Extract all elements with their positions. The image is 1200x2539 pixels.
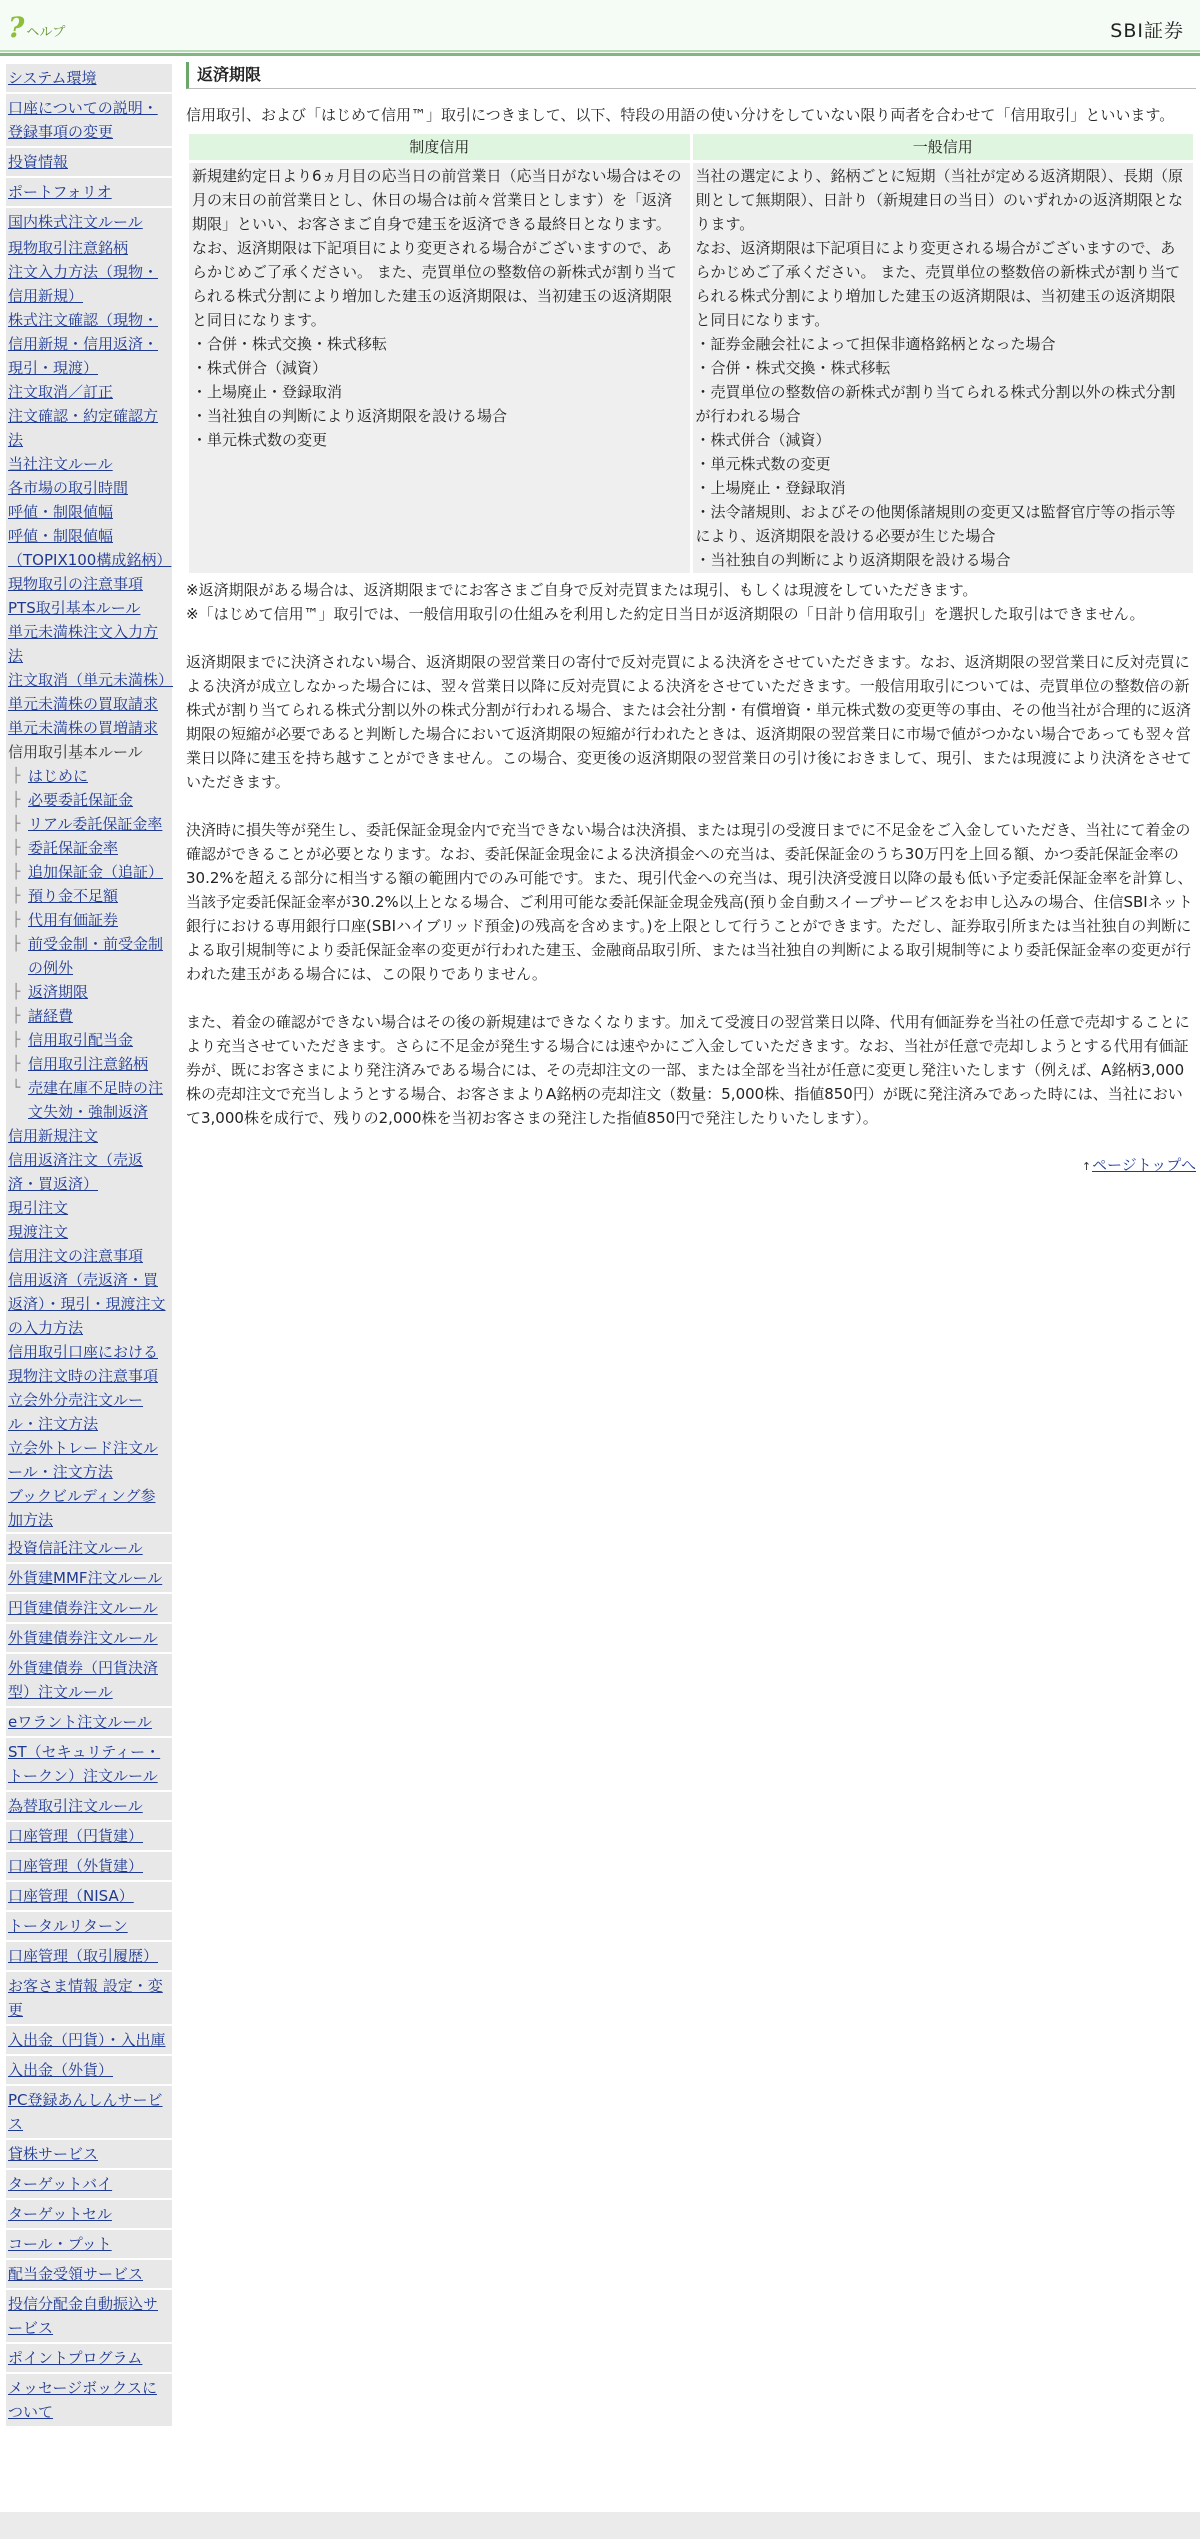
- sidebar-link[interactable]: 円貨建債券注文ルール: [8, 1599, 158, 1617]
- page-title: 返済期限: [186, 62, 1196, 89]
- sidebar-item: [6, 1220, 172, 1244]
- sidebar-subitem: [6, 884, 172, 908]
- sidebar-link[interactable]: 呼値・制限値幅: [8, 503, 114, 521]
- table-line: ・上場廃止・登録取消: [695, 479, 846, 497]
- sidebar-link[interactable]: 呼値・制限値幅（TOPIX100構成銘柄）: [8, 527, 172, 569]
- paragraph-settlement: 返済期限までに決済されない場合、返済期限の翌営業日の寄付で反対売買による決済をさせていただきます。なお、返済期限の翌営業日に反対売買による決済が成立しなかった場合には、翌々営業日以降に反対売買による決済をさせていただきます。一般信用取引については、売買単位の整数倍の新株式が割り当てられる株式分割以外の株式分割が行われる場合、または会社分割・有償増資・単元株式数の変更等の事由、その他当社が合理的に返済期限の短縮が必要であると判断した場合において返済期限の短縮が行われたときは、返済期限の翌営業日に市場で値がつかない場合であっても翌々営業日以降に建玉を持ち越すことができません。この場合、変更後の返済期限の翌営業日の引け後におきまして、現引、または現渡により決済をさせていただきます。: [186, 653, 1192, 791]
- table-line: ・証券金融会社によって担保非適格銘柄となった場合: [695, 335, 1056, 353]
- sidebar-item: [6, 596, 172, 620]
- sidebar-sublink[interactable]: はじめに: [28, 767, 89, 785]
- sidebar-subitem: [6, 980, 172, 1004]
- sidebar-link[interactable]: 投信分配金自動振込サービス: [8, 2295, 159, 2337]
- sidebar-link[interactable]: 為替取引注文ルール: [8, 1797, 143, 1815]
- sidebar-link[interactable]: 信用取引口座における現物注文時の注意事項: [8, 1343, 159, 1385]
- sidebar-link[interactable]: コール・プット: [8, 2235, 112, 2253]
- table-line: ・株式併合（減資）: [192, 359, 328, 377]
- tree-branch-icon: ├: [12, 1056, 21, 1072]
- table-line: ・当社独自の判断により返済期限を設ける場合: [192, 407, 508, 425]
- sidebar-nav: [6, 62, 172, 2426]
- page-top-link[interactable]: ページトップへ: [1092, 1156, 1196, 1174]
- sidebar-item: [6, 524, 172, 572]
- intro-text: 信用取引、および「はじめて信用™」取引につきまして、以下、特段の用語の使い分けをしていない限り両者を合わせて「信用取引」といいます。: [186, 106, 1175, 124]
- paragraph-deposit: また、着金の確認ができない場合はその後の新規建はできなくなります。加えて受渡日の翌営業日以降、代用有価証券を当社の任意で売却することにより充当させていただきます。さらに不足金が発生する場合には速やかにご入金していただきます。なお、当社が任意で売却しようとする代用有価証券が、既にお客さまにより発注済みである場合には、その売却注文の一部、または全部を当社が任意に変更し発注いたします（例えば、A銘柄3,000株の売却注文で充当しようとする場合、お客さまよりA銘柄の売却注文（数量：5,000株、指値850円）が既に発注済みであった時には、当社において3,000株を成行で、残りの2,000株を当初お客さまの発注した指値850円で発注したりいたします）。: [186, 1013, 1190, 1127]
- sidebar-sublink[interactable]: 必要委託保証金: [28, 791, 134, 809]
- sidebar-link[interactable]: ターゲットセル: [8, 2205, 112, 2223]
- sidebar-sublink[interactable]: 諸経費: [28, 1007, 74, 1025]
- sidebar-item: [6, 620, 172, 668]
- sidebar-link[interactable]: ポイントプログラム: [8, 2349, 143, 2367]
- sidebar-item: [6, 1532, 172, 1562]
- sidebar-item: [6, 1562, 172, 1592]
- table-line: 当社の選定により、銘柄ごとに短期（当社が定める返済期限）、長期（原則として無期限）、日計り（新規建日の当日）のいずれかの返済期限となります。: [695, 167, 1184, 233]
- table-line: ・当社独自の判断により返済期限を設ける場合: [695, 551, 1011, 569]
- sidebar-subitem: [6, 836, 172, 860]
- sidebar-item: [6, 2228, 172, 2258]
- help-logo: [8, 11, 66, 44]
- header-bar: [0, 0, 1200, 56]
- sidebar-item: [6, 1196, 172, 1220]
- table-line: ・株式併合（減資）: [695, 431, 831, 449]
- brand-logo: SBI証券: [1110, 20, 1184, 42]
- header-divider: [0, 50, 1200, 52]
- sidebar-link[interactable]: 口座管理（外貨建）: [8, 1857, 144, 1875]
- table-line: ・合併・株式交換・株式移転: [192, 335, 388, 353]
- table-header-ippan: 一般信用: [693, 134, 1194, 160]
- sidebar-item: [6, 452, 172, 476]
- sidebar-item: [6, 2258, 172, 2288]
- sidebar-subitem: [6, 1004, 172, 1028]
- sidebar-link[interactable]: 外貨建MMF注文ルール: [8, 1569, 163, 1587]
- sidebar-link[interactable]: ポートフォリオ: [8, 183, 112, 201]
- sidebar-item: [6, 572, 172, 596]
- sidebar-sublink[interactable]: 追加保証金（追証）: [28, 863, 164, 881]
- sidebar-link[interactable]: 口座管理（NISA）: [8, 1887, 134, 1905]
- sidebar-link[interactable]: 立会外トレード注文ルール・注文方法: [8, 1439, 159, 1481]
- table-line: ・合併・株式交換・株式移転: [695, 359, 891, 377]
- sidebar-item: [6, 176, 172, 206]
- sidebar-item: [6, 2198, 172, 2228]
- sidebar-link[interactable]: PC登録あんしんサービス: [8, 2091, 163, 2133]
- sidebar-link[interactable]: 投資情報: [8, 153, 69, 171]
- paragraph-loss: 決済時に損失等が発生し、委託保証金現金内で充当できない場合は決済損、または現引の受渡日までに不足金をご入金していただき、当社にて着金の確認ができることが必要となります。なお、委託保証金現金による決済損金への充当は、委託保証金のうち30万円を上回る額、かつ委託保証金率の30.2%を超える部分に相当する額の範囲内でのみ可能です。また、現引代金への充当は、現引決済受渡日以降の最も低い予定委託保証金率を計算し、当該予定委託保証金率が30.2%以上となる場合、ご利用可能な委託保証金現金残高(預り金自動スイープサービスをお申し込みの場合、住信SBIネット銀行における専用銀行口座(SBIハイブリッド預金)の残高を含めます。)を上限として行うことができます。ただし、証券取引所または当社独自の判断による取引規制等により委託保証金率の変更が行われた建玉、金融商品取引所、または当社独自の判断による取引規制等により委託保証金率の変更が行われた建玉がある場合には、この限りでありません。: [186, 821, 1193, 983]
- sidebar-subitem: [6, 1076, 172, 1124]
- tree-branch-icon: ├: [12, 792, 21, 808]
- sidebar-link[interactable]: 外貨建債券注文ルール: [8, 1629, 158, 1647]
- table-line: なお、返済期限は下記項目により変更される場合がございますので、あらかじめご了承ください。 また、売買単位の整数倍の新株式が割り当てられる株式分割により増加した建玉の返済期限は、当初建玉の返済期限と同日になります。: [192, 239, 677, 329]
- table-line: ・法令諸規則、およびその他関係諸規則の変更又は監督官庁等の指示等により、返済期限を設ける必要が生じた場合: [695, 503, 1176, 545]
- sidebar-link[interactable]: 信用返済（売返済・買返済）・現引・現渡注文の入力方法: [8, 1271, 166, 1337]
- sidebar-item: [6, 1940, 172, 1970]
- help-question-icon: ?: [8, 11, 25, 44]
- sidebar-item: [6, 1880, 172, 1910]
- sidebar-item: [6, 380, 172, 404]
- sidebar-link[interactable]: 外貨建債券（円貨決済型）注文ルール: [8, 1659, 159, 1701]
- sidebar-item: [6, 1484, 172, 1532]
- sidebar-link[interactable]: 信用注文の注意事項: [8, 1247, 144, 1265]
- sidebar-sublink[interactable]: 売建在庫不足時の注文失効・強制返済: [28, 1079, 164, 1121]
- sidebar-link[interactable]: 注文取消／訂正: [8, 383, 114, 401]
- sidebar-item: [6, 1652, 172, 1706]
- main-content: [186, 62, 1196, 1175]
- sidebar-subitem: [6, 1052, 172, 1076]
- sidebar-sublink[interactable]: 信用取引配当金: [28, 1031, 134, 1049]
- sidebar-item: [6, 1910, 172, 1940]
- sidebar-link[interactable]: 各市場の取引時間: [8, 479, 129, 497]
- sidebar-item: [6, 1622, 172, 1652]
- sidebar-link[interactable]: システム環境: [8, 69, 97, 87]
- sidebar-sublink[interactable]: 返済期限: [28, 983, 89, 1001]
- sidebar-subitem: [6, 932, 172, 980]
- sidebar-item: [6, 1388, 172, 1436]
- sidebar-item: [6, 236, 172, 260]
- sidebar-item: [6, 260, 172, 308]
- sidebar-link[interactable]: お客さま情報 設定・変更: [8, 1977, 163, 2019]
- sidebar-item: [6, 2084, 172, 2138]
- sidebar-link[interactable]: 投資信託注文ルール: [8, 1539, 143, 1557]
- sidebar-item: [6, 1970, 172, 2024]
- tree-branch-icon: ├: [12, 888, 21, 904]
- sidebar-item: [6, 2372, 172, 2426]
- table-line: ・上場廃止・登録取消: [192, 383, 343, 401]
- table-cell-seido: [189, 163, 690, 573]
- sidebar-item: [6, 2168, 172, 2198]
- sidebar-item: [6, 62, 172, 92]
- sidebar-link[interactable]: 現物取引注意銘柄: [8, 239, 129, 257]
- tree-branch-icon: ├: [12, 1032, 21, 1048]
- sidebar-link[interactable]: 口座についての説明・登録事項の変更: [8, 99, 158, 141]
- tree-branch-icon: ├: [12, 1008, 21, 1024]
- table-line: ・単元株式数の変更: [695, 455, 831, 473]
- sidebar-item: [6, 1340, 172, 1388]
- sidebar-link[interactable]: 貸株サービス: [8, 2145, 99, 2163]
- sidebar-link[interactable]: 口座管理（取引履歴）: [8, 1947, 159, 1965]
- sidebar-link[interactable]: 国内株式注文ルール: [8, 213, 143, 231]
- sidebar-link[interactable]: 入出金（円貨）・入出庫: [8, 2031, 166, 2049]
- sidebar-item: [6, 1124, 172, 1148]
- sidebar-link[interactable]: 注文取消（単元未満株）: [8, 671, 174, 689]
- page-top-link-wrapper: [186, 1154, 1196, 1175]
- tree-branch-icon: ├: [12, 816, 21, 832]
- sidebar-item: [6, 2054, 172, 2084]
- sidebar-link[interactable]: 現渡注文: [8, 1223, 69, 1241]
- sidebar-link[interactable]: 信用新規注文: [8, 1127, 99, 1145]
- sidebar-sublink[interactable]: 委託保証金率: [28, 839, 119, 857]
- sidebar-item: [6, 146, 172, 176]
- table-line: なお、返済期限は下記項目により変更される場合がございますので、あらかじめご了承ください。 また、売買単位の整数倍の新株式が割り当てられる株式分割により増加した建玉の返済期限は、当初建玉の返済期限と同日になります。: [695, 239, 1181, 329]
- notes-list: [186, 578, 1196, 626]
- sidebar-link[interactable]: PTS取引基本ルール: [8, 599, 141, 617]
- tree-branch-icon: ├: [12, 984, 21, 1000]
- sidebar-link[interactable]: 注文入力方法（現物・信用新規）: [8, 263, 159, 305]
- sidebar-sublink[interactable]: 前受金制・前受金制の例外: [28, 935, 164, 977]
- sidebar-sublink[interactable]: 代用有価証券: [28, 911, 119, 929]
- sidebar-link[interactable]: ブックビルディング参加方法: [8, 1487, 156, 1529]
- sidebar-subitem: [6, 764, 172, 788]
- sidebar-link[interactable]: 入出金（外貨）: [8, 2061, 114, 2079]
- sidebar-item: [6, 308, 172, 380]
- sidebar-link[interactable]: ST（セキュリティー・トークン）注文ルール: [8, 1743, 161, 1785]
- sidebar-link[interactable]: 配当金受領サービス: [8, 2265, 144, 2283]
- sidebar-item: [6, 1850, 172, 1880]
- sidebar-link[interactable]: 信用返済注文（売返済・買返済）: [8, 1151, 144, 1193]
- sidebar-item: [6, 1790, 172, 1820]
- sidebar-item: [6, 476, 172, 500]
- sidebar-link[interactable]: 口座管理（円貨建）: [8, 1827, 144, 1845]
- sidebar-item: [6, 1436, 172, 1484]
- sidebar-subitem: [6, 1028, 172, 1052]
- sidebar-item: [6, 92, 172, 146]
- sidebar-item: [6, 2024, 172, 2054]
- sidebar-link[interactable]: eワラント注文ルール: [8, 1713, 152, 1731]
- sidebar-link[interactable]: メッセージボックスについて: [8, 2379, 157, 2421]
- sidebar-link[interactable]: 単元未満株注文入力方法: [8, 623, 159, 665]
- sidebar-item: [6, 716, 172, 740]
- tree-branch-icon: ├: [12, 936, 21, 952]
- up-arrow-icon: ↑: [1081, 1160, 1092, 1173]
- sidebar-link[interactable]: トータルリターン: [8, 1917, 128, 1935]
- repayment-deadline-table: [186, 131, 1196, 576]
- table-line: ・単元株式数の変更: [192, 431, 328, 449]
- sidebar-item-active: 信用取引基本ルール: [6, 740, 172, 764]
- sidebar-subitem: [6, 908, 172, 932]
- sidebar-link[interactable]: 立会外分売注文ルール・注文方法: [8, 1391, 144, 1433]
- sidebar-item: [6, 692, 172, 716]
- sidebar-item: [6, 668, 172, 692]
- sidebar-link[interactable]: 単元未満株の買増請求: [8, 719, 159, 737]
- sidebar-link[interactable]: 株式注文確認（現物・信用新規・信用返済・現引・現渡）: [8, 311, 159, 377]
- sidebar-item: [6, 500, 172, 524]
- sidebar-subitem: [6, 788, 172, 812]
- table-header-seido: 制度信用: [189, 134, 690, 160]
- table-line: ・売買単位の整数倍の新株式が割り当てられる株式分割以外の株式分割が行われる場合: [695, 383, 1176, 425]
- tree-branch-icon: ├: [12, 864, 21, 880]
- sidebar-item: [6, 2288, 172, 2342]
- sidebar-item: [6, 1148, 172, 1196]
- sidebar-item: [6, 206, 172, 236]
- tree-branch-icon: ├: [12, 768, 21, 784]
- sidebar-link[interactable]: ターゲットバイ: [8, 2175, 113, 2193]
- note-line: ※返済期限がある場合は、返済期限までにお客さまご自身で反対売買または現引、もしくは現渡をしていただきます。: [186, 581, 978, 599]
- sidebar-sublink[interactable]: リアル委託保証金率: [28, 815, 163, 833]
- sidebar-item: [6, 2138, 172, 2168]
- tree-branch-icon: └: [12, 1080, 21, 1096]
- note-line: ※「はじめて信用™」取引では、一般信用取引の仕組みを利用した約定日当日が返済期限の「日計り信用取引」を選択した取引はできません。: [186, 605, 1145, 623]
- tree-branch-icon: ├: [12, 840, 21, 856]
- sidebar-link[interactable]: 現物取引の注意事項: [8, 575, 144, 593]
- help-label: ヘルプ: [26, 25, 66, 40]
- sidebar-link[interactable]: 当社注文ルール: [8, 455, 113, 473]
- sidebar-subitem: [6, 860, 172, 884]
- footer-bar: [0, 2512, 1200, 2539]
- sidebar-item: [6, 2342, 172, 2372]
- table-line: 新規建約定日より6ヵ月目の応当日の前営業日（応当日がない場合はその月の末日の前営業日とし、休日の場合は前々営業日とします）を「返済期限」といい、お客さまご自身で建玉を返済できる最終日となります。: [192, 167, 682, 233]
- tree-branch-icon: ├: [12, 912, 21, 928]
- sidebar-item: [6, 1268, 172, 1340]
- sidebar-link[interactable]: 単元未満株の買取請求: [8, 695, 159, 713]
- sidebar-subitem: [6, 812, 172, 836]
- sidebar-link[interactable]: 注文確認・約定確認方法: [8, 407, 159, 449]
- table-cell-ippan: [693, 163, 1194, 573]
- sidebar-item: [6, 1820, 172, 1850]
- sidebar-item: [6, 1736, 172, 1790]
- sidebar-item: [6, 1592, 172, 1622]
- sidebar-item: [6, 1706, 172, 1736]
- sidebar-link[interactable]: 現引注文: [8, 1199, 69, 1217]
- sidebar-item: [6, 1244, 172, 1268]
- sidebar-sublink[interactable]: 預り金不足額: [28, 887, 119, 905]
- sidebar-item: [6, 404, 172, 452]
- sidebar-sublink[interactable]: 信用取引注意銘柄: [28, 1055, 149, 1073]
